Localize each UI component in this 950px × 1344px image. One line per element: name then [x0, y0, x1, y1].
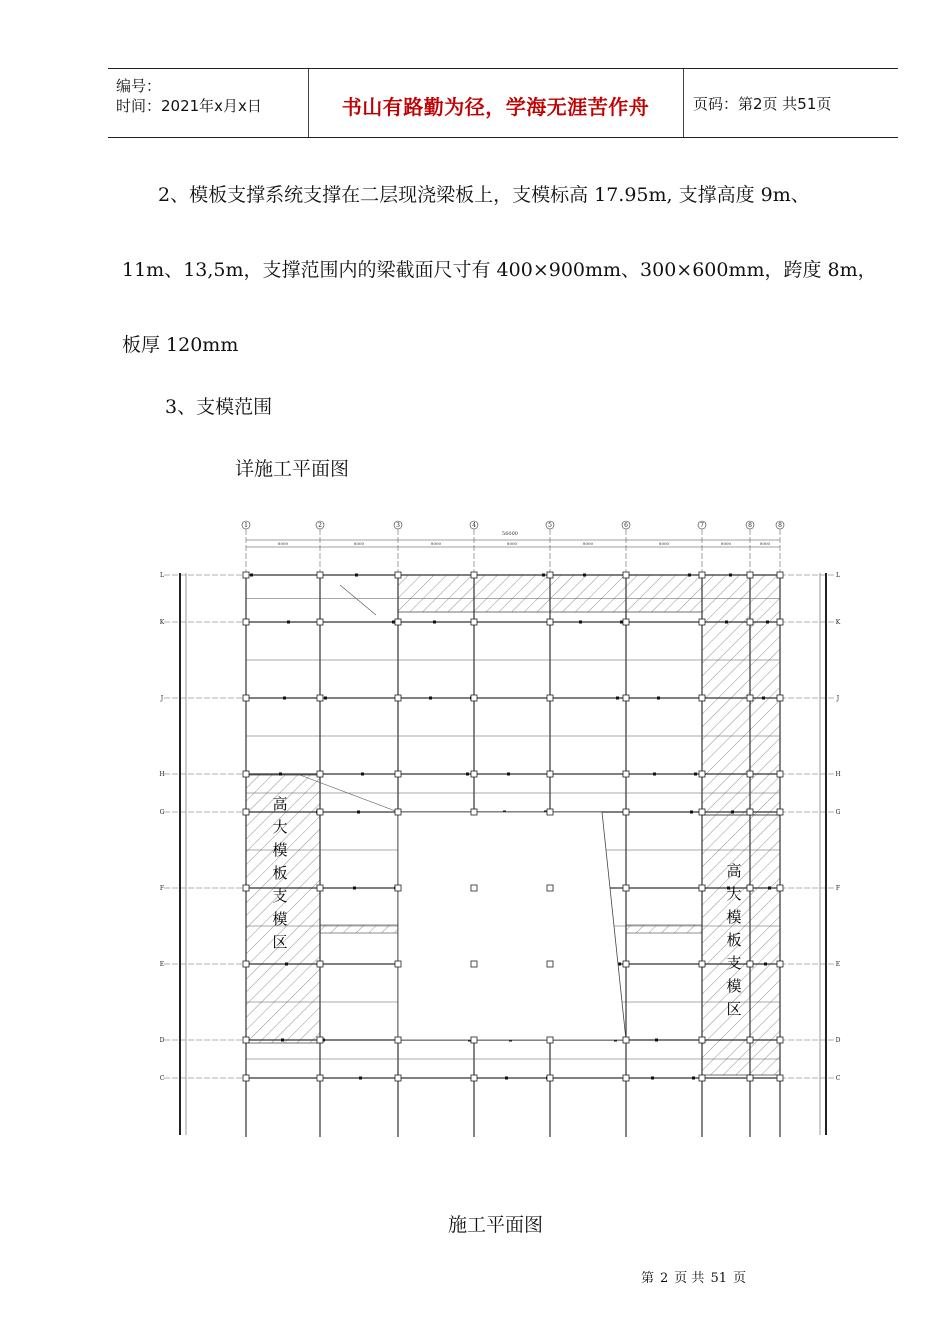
- beam-marker: [766, 621, 769, 624]
- construction-plan-drawing: [150, 515, 841, 1145]
- time-label: 时间：2021年x月x日: [116, 97, 262, 115]
- structural-column: [243, 961, 249, 967]
- structural-column: [471, 809, 477, 815]
- zone-right-char: 支: [726, 954, 742, 972]
- beam-marker: [768, 887, 771, 890]
- structural-column: [547, 1075, 553, 1081]
- hatch-top-right: [398, 575, 780, 815]
- structural-column: [777, 885, 783, 891]
- footer-page-no: 2: [660, 1271, 669, 1286]
- structural-column: [777, 809, 783, 815]
- structural-column: [471, 695, 477, 701]
- number-label: 编号：: [116, 77, 162, 95]
- span-dimension: 8000: [658, 541, 670, 546]
- beam-marker: [690, 811, 693, 814]
- para2-line3: 板厚 120mm: [122, 334, 239, 356]
- structural-column: [317, 1075, 323, 1081]
- structural-column: [777, 695, 783, 701]
- beam-marker: [762, 697, 765, 700]
- column-axis-labels: [242, 521, 784, 529]
- beam-marker: [507, 773, 510, 776]
- row-axis-label-left: K: [159, 619, 165, 626]
- row-axis-label-right: F: [835, 885, 841, 892]
- structural-column: [623, 885, 629, 891]
- row-axis-label-right: K: [835, 619, 841, 626]
- header-page-info: 页码：第2页 共51页: [693, 95, 832, 113]
- central-opening: [398, 812, 626, 1040]
- column-axis-label: 7: [700, 522, 704, 529]
- structural-column: [395, 809, 401, 815]
- structural-column: [777, 1037, 783, 1043]
- beam-marker: [429, 697, 432, 700]
- structural-column: [243, 1075, 249, 1081]
- beam-marker: [579, 621, 582, 624]
- beam-marker: [725, 621, 728, 624]
- row-axis-label-left: H: [159, 771, 165, 778]
- span-dimension: 8000: [506, 541, 518, 546]
- structural-column: [547, 771, 553, 777]
- beam-marker: [250, 574, 253, 577]
- structural-column: [547, 961, 553, 967]
- header-left-cell: [108, 69, 309, 137]
- structural-column: [699, 572, 705, 578]
- structural-column: [395, 1037, 401, 1043]
- structural-column: [547, 572, 553, 578]
- structural-column: [471, 1037, 477, 1043]
- footer-suffix: 页: [732, 1271, 746, 1286]
- zone-left-char: 板: [272, 864, 288, 882]
- span-dimension: 8000: [353, 541, 365, 546]
- beam-marker: [651, 1077, 654, 1080]
- row-axis-label-left: D: [159, 1037, 165, 1044]
- beam-marker: [433, 621, 436, 624]
- column-axis-label: 8: [748, 522, 752, 529]
- structural-column: [471, 885, 477, 891]
- structural-column: [699, 619, 705, 625]
- header-mid-cell: [308, 69, 684, 137]
- structural-column: [395, 771, 401, 777]
- row-axis-label-left: L: [160, 572, 164, 579]
- zone-right-char: 大: [726, 885, 742, 903]
- structural-column: [317, 619, 323, 625]
- structural-column: [777, 572, 783, 578]
- row-axis-label-right: G: [835, 809, 841, 816]
- structural-column: [777, 619, 783, 625]
- beam-marker: [392, 621, 395, 624]
- structural-column: [547, 619, 553, 625]
- beam-marker: [731, 811, 734, 814]
- structural-column: [623, 619, 629, 625]
- structural-column: [395, 1075, 401, 1081]
- beam-marker: [616, 697, 619, 700]
- zone-left-char: 模: [272, 841, 288, 859]
- structural-column: [747, 771, 753, 777]
- header-motto: 书山有路勤为径，学海无涯苦作舟: [341, 95, 650, 119]
- structural-column: [243, 1037, 249, 1043]
- beam-marker: [694, 773, 697, 776]
- beam-marker: [466, 773, 469, 776]
- row-axis-label-right: D: [835, 1037, 841, 1044]
- zone-right-char: 区: [726, 1000, 742, 1018]
- zone-left-char: 区: [272, 933, 288, 951]
- row-axis-label-left: C: [159, 1075, 165, 1082]
- zone-label-right: [726, 862, 741, 1018]
- structural-column: [747, 695, 753, 701]
- beam-marker: [353, 887, 356, 890]
- structural-column: [317, 695, 323, 701]
- column-axis-label: 5: [548, 522, 552, 529]
- detail-note: 详施工平面图: [235, 458, 350, 480]
- structural-column: [699, 771, 705, 777]
- structural-column: [623, 1037, 629, 1043]
- row-axis-label-right: L: [836, 572, 840, 579]
- structural-column: [699, 695, 705, 701]
- para2-line1: 2、模板支撑系统支撑在二层现浇梁板上，支模标高 17.95m, 支撑高度 9m、: [158, 184, 810, 206]
- beam-marker: [688, 574, 691, 577]
- row-axis-label-right: H: [835, 771, 841, 778]
- structural-column: [395, 961, 401, 967]
- column-axis-label: 1: [244, 522, 248, 529]
- structural-column: [623, 572, 629, 578]
- drawing-caption: 施工平面图: [448, 1214, 544, 1236]
- row-axis-label-left: F: [159, 885, 165, 892]
- structural-column: [547, 885, 553, 891]
- structural-column: [623, 809, 629, 815]
- beam-marker: [583, 574, 586, 577]
- span-dimension: 8000: [759, 541, 771, 546]
- span-dimension: 8000: [582, 541, 594, 546]
- structural-column: [699, 1075, 705, 1081]
- structural-column: [317, 1037, 323, 1043]
- beam-marker: [285, 963, 288, 966]
- structural-column: [699, 809, 705, 815]
- column-axis-label: 3: [396, 522, 400, 529]
- structural-column: [471, 771, 477, 777]
- beam-marker: [542, 574, 545, 577]
- structural-column: [547, 1037, 553, 1043]
- beam-marker: [764, 963, 767, 966]
- span-dimension: 8000: [277, 541, 289, 546]
- structural-column: [747, 572, 753, 578]
- row-axis-label-right: C: [835, 1075, 841, 1082]
- structural-column: [243, 809, 249, 815]
- column-axis-label: 4: [472, 522, 476, 529]
- structural-column: [243, 885, 249, 891]
- zone-right-char: 模: [726, 908, 742, 926]
- zone-right-char: 高: [726, 862, 742, 880]
- structural-column: [777, 961, 783, 967]
- beam-marker: [281, 1039, 284, 1042]
- structural-column: [317, 961, 323, 967]
- structural-column: [623, 1075, 629, 1081]
- structural-column: [747, 809, 753, 815]
- beam-marker: [357, 811, 360, 814]
- structural-column: [747, 885, 753, 891]
- beam-marker: [287, 621, 290, 624]
- structural-column: [747, 1037, 753, 1043]
- beam-marker: [655, 1039, 658, 1042]
- span-dimension: 8000: [720, 541, 732, 546]
- header-right-cell: [683, 69, 898, 137]
- structural-column: [623, 771, 629, 777]
- span-dimension: 8000: [430, 541, 442, 546]
- beam-marker: [653, 773, 656, 776]
- beam-marker: [620, 621, 623, 624]
- structural-column: [243, 619, 249, 625]
- structural-column: [777, 771, 783, 777]
- column-axis-label: 2: [318, 522, 322, 529]
- zone-left-char: 高: [272, 795, 288, 813]
- structural-column: [471, 961, 477, 967]
- zone-right-char: 板: [726, 931, 742, 949]
- footer-prefix: 第: [641, 1271, 655, 1286]
- structural-column: [747, 1075, 753, 1081]
- structural-column: [243, 771, 249, 777]
- column-axis-label: 6: [624, 522, 628, 529]
- zone-right-char: 模: [726, 977, 742, 995]
- structural-column: [471, 1075, 477, 1081]
- footer-page-total: 51: [710, 1271, 727, 1286]
- row-axis-label-left: E: [159, 961, 165, 968]
- structural-column: [317, 572, 323, 578]
- section3-heading: 3、支模范围: [165, 396, 273, 418]
- structural-column: [395, 619, 401, 625]
- beam-marker: [692, 1077, 695, 1080]
- structural-column: [623, 695, 629, 701]
- beam-marker: [657, 697, 660, 700]
- structural-column: [395, 695, 401, 701]
- beam-marker: [355, 574, 358, 577]
- structural-column: [317, 771, 323, 777]
- structural-column: [623, 961, 629, 967]
- beam-marker: [324, 697, 327, 700]
- structural-column: [243, 572, 249, 578]
- footer-mid: 页 共: [674, 1271, 705, 1286]
- zone-label-left: [272, 795, 287, 951]
- structural-column: [547, 695, 553, 701]
- zone-left-char: 模: [272, 910, 288, 928]
- structural-column: [243, 695, 249, 701]
- structural-column: [699, 961, 705, 967]
- structural-column: [317, 809, 323, 815]
- structural-column: [699, 1037, 705, 1043]
- structural-column: [395, 572, 401, 578]
- beam-marker: [361, 773, 364, 776]
- zone-left-char: 大: [272, 818, 288, 836]
- beam-marker: [729, 574, 732, 577]
- structural-column: [471, 619, 477, 625]
- overall-dimension: 56000: [502, 531, 518, 537]
- structural-column: [471, 572, 477, 578]
- span-dimensions: [278, 541, 771, 546]
- structural-column: [747, 619, 753, 625]
- structural-column: [747, 961, 753, 967]
- diagonal-line-2: [340, 585, 376, 615]
- beam-marker: [279, 773, 282, 776]
- beam-marker: [505, 1077, 508, 1080]
- structural-column: [699, 885, 705, 891]
- structural-column: [547, 809, 553, 815]
- beam-marker: [283, 697, 286, 700]
- row-axis-label-left: J: [160, 695, 164, 702]
- zone-left-char: 支: [272, 887, 288, 905]
- structural-column: [317, 885, 323, 891]
- para2-line2: 11m、13,5m，支撑范围内的梁截面尺寸有 400×900mm、300×600mm，跨度 8m，: [122, 259, 877, 281]
- row-axis-label-right: J: [836, 695, 840, 702]
- page-footer: [638, 1267, 749, 1286]
- hatch-left: [246, 775, 320, 1043]
- column-axis-label: 8: [778, 522, 782, 529]
- row-axis-label-right: E: [835, 961, 841, 968]
- row-axis-label-left: G: [159, 809, 165, 816]
- structural-column: [777, 1075, 783, 1081]
- page-header: [108, 68, 898, 138]
- beam-marker: [359, 1077, 362, 1080]
- structural-column: [395, 885, 401, 891]
